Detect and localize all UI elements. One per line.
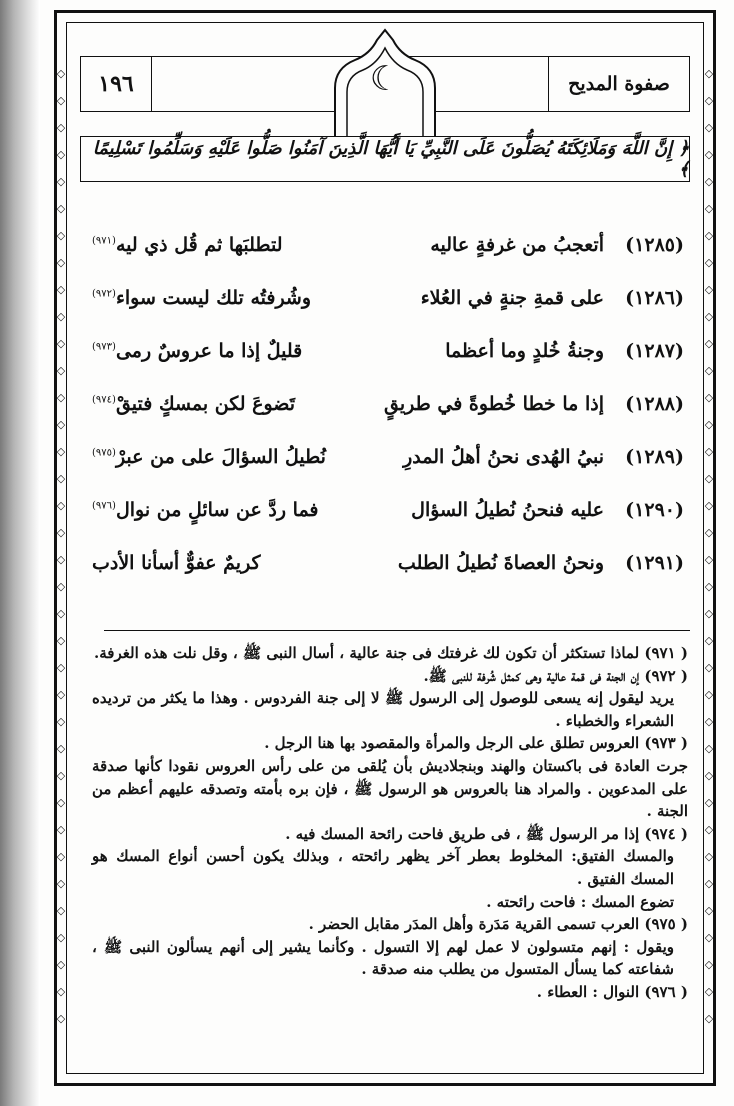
diamond-ornament-icon: ◇ bbox=[56, 796, 66, 809]
verse-second-hemistich: كريمٌ عفوٌّ أسأنا الأدب bbox=[92, 551, 261, 574]
diamond-ornament-icon: ◇ bbox=[56, 94, 66, 107]
diamond-ornament-icon: ◇ bbox=[56, 499, 66, 512]
diamond-ornament-icon: ◇ bbox=[704, 661, 714, 674]
verse-second-hemistich-wrap bbox=[84, 552, 354, 574]
footnote-paragraph: ( ٩٧١) لماذا تستكثر أن تكون لك غرفتك فى جنة عالية ، أسال النبى ﷺ ، وقل نلت هذه الغرفة. bbox=[94, 644, 688, 662]
verse-second-hemistich: لتطلبَها ثم قُل ذي ليه bbox=[115, 233, 283, 256]
footnote-paragraph: تضوع المسك : فاحت رائحته . bbox=[486, 892, 674, 911]
diamond-ornament-icon: ◇ bbox=[704, 850, 714, 863]
diamond-ornament-icon: ◇ bbox=[704, 310, 714, 323]
diamond-ornament-icon: ◇ bbox=[56, 904, 66, 917]
diamond-ornament-icon: ◇ bbox=[56, 256, 66, 269]
left-border-ornament bbox=[55, 60, 67, 1060]
diamond-ornament-icon: ◇ bbox=[56, 229, 66, 242]
verse-number: (١٢٨٩) bbox=[625, 445, 684, 468]
verse-second-hemistich: نُطيلُ السؤالَ على من عبرْ bbox=[115, 445, 326, 468]
diamond-ornament-icon: ◇ bbox=[704, 472, 714, 485]
verse-second-hemistich: وشُرفتُه تلك ليست سواء bbox=[115, 286, 312, 309]
verse-second-hemistich-wrap bbox=[84, 446, 354, 468]
dome-ornament bbox=[325, 28, 445, 138]
diamond-ornament-icon: ◇ bbox=[56, 958, 66, 971]
diamond-ornament-icon: ◇ bbox=[704, 391, 714, 404]
diamond-ornament-icon: ◇ bbox=[56, 148, 66, 161]
diamond-ornament-icon: ◇ bbox=[56, 472, 66, 485]
diamond-ornament-icon: ◇ bbox=[704, 634, 714, 647]
footnote-ref: (٩٧٢) bbox=[92, 288, 116, 300]
verse-first-hemistich: نبيُ الهُدى نحنُ أهلُ المدرِ bbox=[403, 445, 604, 468]
verse-second-hemistich-wrap bbox=[84, 393, 354, 415]
footnote-ref: (٩٧٣) bbox=[92, 341, 116, 353]
verse-number: (١٢٩٠) bbox=[625, 498, 684, 521]
verse-number: (١٢٩١) bbox=[625, 551, 684, 574]
diamond-ornament-icon: ◇ bbox=[56, 607, 66, 620]
diamond-ornament-icon: ◇ bbox=[704, 364, 714, 377]
diamond-ornament-icon: ◇ bbox=[704, 148, 714, 161]
diamond-ornament-icon: ◇ bbox=[704, 958, 714, 971]
diamond-ornament-icon: ◇ bbox=[56, 310, 66, 323]
diamond-ornament-icon: ◇ bbox=[704, 526, 714, 539]
right-border-ornament bbox=[703, 60, 715, 1060]
book-spine-shadow bbox=[0, 0, 40, 1106]
diamond-ornament-icon: ◇ bbox=[704, 121, 714, 134]
verse-row bbox=[84, 324, 684, 377]
diamond-ornament-icon: ◇ bbox=[704, 742, 714, 755]
diamond-ornament-icon: ◇ bbox=[56, 688, 66, 701]
verse-number: (١٢٨٥) bbox=[625, 233, 684, 256]
diamond-ornament-icon: ◇ bbox=[704, 607, 714, 620]
diamond-ornament-icon: ◇ bbox=[704, 418, 714, 431]
footnotes bbox=[92, 642, 688, 1004]
footnote-paragraph: والمسك الفتيق: المخلوط بعطر آخر يظهر رائحته ، وبذلك يكون أحسن أنواع المسك هو المسك الفتيق . bbox=[92, 847, 674, 888]
book-title: صفوة المديح bbox=[548, 57, 689, 111]
diamond-ornament-icon: ◇ bbox=[56, 364, 66, 377]
verse-number: (١٢٨٨) bbox=[625, 392, 684, 415]
verse-second-hemistich-wrap bbox=[84, 287, 354, 309]
diamond-ornament-icon: ◇ bbox=[56, 580, 66, 593]
verse-first-hemistich: إذا ما خطا خُطوةً في طريقٍ bbox=[384, 392, 604, 415]
verse-row bbox=[84, 430, 684, 483]
diamond-ornament-icon: ◇ bbox=[56, 661, 66, 674]
verse-first-hemistich: ونحنُ العصاةَ نُطيلُ الطلب bbox=[397, 551, 604, 574]
diamond-ornament-icon: ◇ bbox=[704, 823, 714, 836]
footnote-divider bbox=[104, 630, 690, 631]
diamond-ornament-icon: ◇ bbox=[56, 553, 66, 566]
diamond-ornament-icon: ◇ bbox=[704, 796, 714, 809]
diamond-ornament-icon: ◇ bbox=[56, 175, 66, 188]
diamond-ornament-icon: ◇ bbox=[704, 337, 714, 350]
diamond-ornament-icon: ◇ bbox=[56, 445, 66, 458]
verse-second-hemistich-wrap bbox=[84, 234, 354, 256]
diamond-ornament-icon: ◇ bbox=[56, 715, 66, 728]
footnote-paragraph: ( ٩٧٣) العروس تطلق على الرجل والمرأة والمقصود بها هنا الرجل . bbox=[264, 734, 688, 753]
diamond-ornament-icon: ◇ bbox=[56, 823, 66, 836]
poem-verses bbox=[84, 218, 684, 589]
diamond-ornament-icon: ◇ bbox=[704, 877, 714, 890]
diamond-ornament-icon: ◇ bbox=[704, 256, 714, 269]
diamond-ornament-icon: ◇ bbox=[704, 1012, 714, 1025]
diamond-ornament-icon: ◇ bbox=[704, 229, 714, 242]
footnote-paragraph: ويقول : إنهم متسولون لا عمل لهم إلا التسول . وكأنما يشير إلى أنهم يسألون النبى ﷺ ، شفاعته كما يسأل المتسول من يطلب منه صدقة . bbox=[92, 937, 674, 979]
footnote-paragraph: جرت العادة فى باكستان والهند وبنجلاديش بأن يُلقى من على رأس العروس نقودا كأنها صدقة على المدعوين . والمراد هنا بالعروس هو الرسول ﷺ ، فإن بره بأمته وتصدقه عليهم أعظم من الجنة . bbox=[92, 756, 688, 821]
verse-first-hemistich: على قمةِ جنةٍ في العُلاء bbox=[420, 286, 604, 309]
footnote-paragraph: ( ٩٧٢) إن الجنة فى قمة عالية وهى كمثل شُرفة للنبى ﷺ. bbox=[423, 666, 688, 685]
verse-second-hemistich: قليلٌ إذا ما عروسٌ رمى bbox=[115, 339, 303, 362]
page bbox=[40, 0, 734, 1106]
verse-first-hemistich: وجنةُ خُلدٍ وما أعظما bbox=[445, 339, 604, 362]
diamond-ornament-icon: ◇ bbox=[704, 985, 714, 998]
footnote-ref: (٩٧٥) bbox=[92, 447, 116, 459]
verse-row bbox=[84, 536, 684, 589]
diamond-ornament-icon: ◇ bbox=[56, 337, 66, 350]
page-number: ١٩٦ bbox=[81, 57, 152, 111]
diamond-ornament-icon: ◇ bbox=[56, 1012, 66, 1025]
verse-first-hemistich: أتعجبُ من غرفةٍ عاليه bbox=[430, 233, 604, 256]
diamond-ornament-icon: ◇ bbox=[56, 418, 66, 431]
diamond-ornament-icon: ◇ bbox=[704, 283, 714, 296]
diamond-ornament-icon: ◇ bbox=[704, 904, 714, 917]
diamond-ornament-icon: ◇ bbox=[56, 391, 66, 404]
diamond-ornament-icon: ◇ bbox=[704, 553, 714, 566]
footnote-ref: (٩٧٦) bbox=[92, 500, 116, 512]
diamond-ornament-icon: ◇ bbox=[704, 580, 714, 593]
verse-row bbox=[84, 483, 684, 536]
crescent-icon: ☾ bbox=[369, 59, 401, 99]
diamond-ornament-icon: ◇ bbox=[704, 769, 714, 782]
diamond-ornament-icon: ◇ bbox=[704, 715, 714, 728]
verse-second-hemistich-wrap bbox=[84, 499, 354, 521]
diamond-ornament-icon: ◇ bbox=[56, 202, 66, 215]
footnote-paragraph: ( ٩٧٤) إذا مر الرسول ﷺ ، فى طريق فاحت رائحة المسك فيه . bbox=[285, 824, 688, 843]
footnote-paragraph: يريد ليقول إنه يسعى للوصول إلى الرسول ﷺ لا إلى جنة الفردوس . وهذا ما يكثر من ترديده الشعراء والخطباء . bbox=[92, 689, 674, 730]
diamond-ornament-icon: ◇ bbox=[56, 526, 66, 539]
diamond-ornament-icon: ◇ bbox=[704, 931, 714, 944]
diamond-ornament-icon: ◇ bbox=[56, 877, 66, 890]
verse-second-hemistich: تَضوعَ لكن بمسكٍ فتيقْ bbox=[115, 392, 296, 415]
diamond-ornament-icon: ◇ bbox=[56, 67, 66, 80]
diamond-ornament-icon: ◇ bbox=[56, 634, 66, 647]
diamond-ornament-icon: ◇ bbox=[56, 931, 66, 944]
verse-number: (١٢٨٦) bbox=[625, 286, 684, 309]
footnote-ref: (٩٧٤) bbox=[92, 394, 116, 406]
diamond-ornament-icon: ◇ bbox=[704, 202, 714, 215]
footnote-paragraph: ( ٩٧٥) العرب تسمى القرية مَدَرة وأهل المدَر مقابل الحضر . bbox=[308, 915, 688, 934]
verse-row bbox=[84, 271, 684, 324]
footnote-ref: (٩٧١) bbox=[92, 235, 116, 247]
footnote-paragraph: ( ٩٧٦) النوال : العطاء . bbox=[536, 982, 688, 1001]
diamond-ornament-icon: ◇ bbox=[56, 283, 66, 296]
diamond-ornament-icon: ◇ bbox=[704, 499, 714, 512]
diamond-ornament-icon: ◇ bbox=[704, 445, 714, 458]
diamond-ornament-icon: ◇ bbox=[56, 769, 66, 782]
verse-second-hemistich-wrap bbox=[84, 340, 354, 362]
diamond-ornament-icon: ◇ bbox=[56, 850, 66, 863]
diamond-ornament-icon: ◇ bbox=[704, 94, 714, 107]
verse-second-hemistich: فما ردَّ عن سائلٍ من نوال bbox=[115, 498, 319, 521]
diamond-ornament-icon: ◇ bbox=[56, 985, 66, 998]
diamond-ornament-icon: ◇ bbox=[704, 688, 714, 701]
verse-row bbox=[84, 377, 684, 430]
quran-verse-banner: ﴿ إِنَّ اللَّهَ وَمَلَائِكَتَهُ يُصَلُّونَ عَلَى النَّبِيِّ يَا أَيُّهَا الَّذِينَ آمَنُوا صَلُّوا عَلَيْهِ وَسَلِّمُوا تَسْلِيمًا ﴾ bbox=[80, 136, 690, 182]
diamond-ornament-icon: ◇ bbox=[56, 742, 66, 755]
verse-number: (١٢٨٧) bbox=[625, 339, 684, 362]
diamond-ornament-icon: ◇ bbox=[704, 67, 714, 80]
diamond-ornament-icon: ◇ bbox=[704, 175, 714, 188]
verse-row bbox=[84, 218, 684, 271]
verse-first-hemistich: عليه فنحنُ نُطيلُ السؤال bbox=[411, 498, 604, 521]
diamond-ornament-icon: ◇ bbox=[56, 121, 66, 134]
